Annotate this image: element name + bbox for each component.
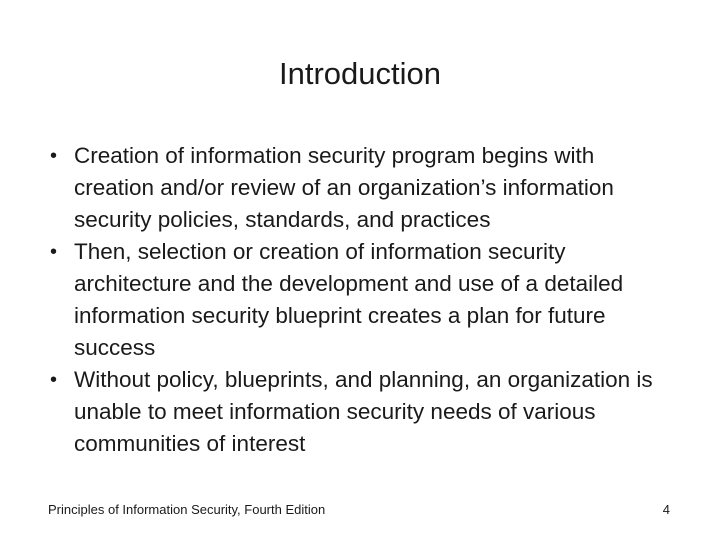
page-number: 4 — [662, 502, 670, 517]
bullet-item — [50, 140, 674, 236]
bullet-item — [50, 364, 674, 460]
footer-source: Principles of Information Security, Fourth Edition — [48, 502, 326, 517]
slide-title — [0, 54, 720, 94]
bullet-item — [50, 236, 674, 364]
bullet-text: Without policy, blueprints, and planning, an organization is unable to meet information security needs of various communities of interest — [74, 367, 653, 456]
bullet-text: Creation of information security program begins with creation and/or review of an organization’s information security policies, standards, and practices — [74, 143, 614, 232]
bullet-icon: • — [50, 145, 58, 167]
bullet-text: Then, selection or creation of information security architecture and the development and use of a detailed information security blueprint creates a plan for future success — [74, 239, 624, 360]
bullet-icon: • — [50, 369, 58, 391]
bullet-list — [50, 140, 690, 460]
slide-title-text: Introduction — [279, 56, 441, 91]
bullet-icon: • — [50, 241, 58, 263]
